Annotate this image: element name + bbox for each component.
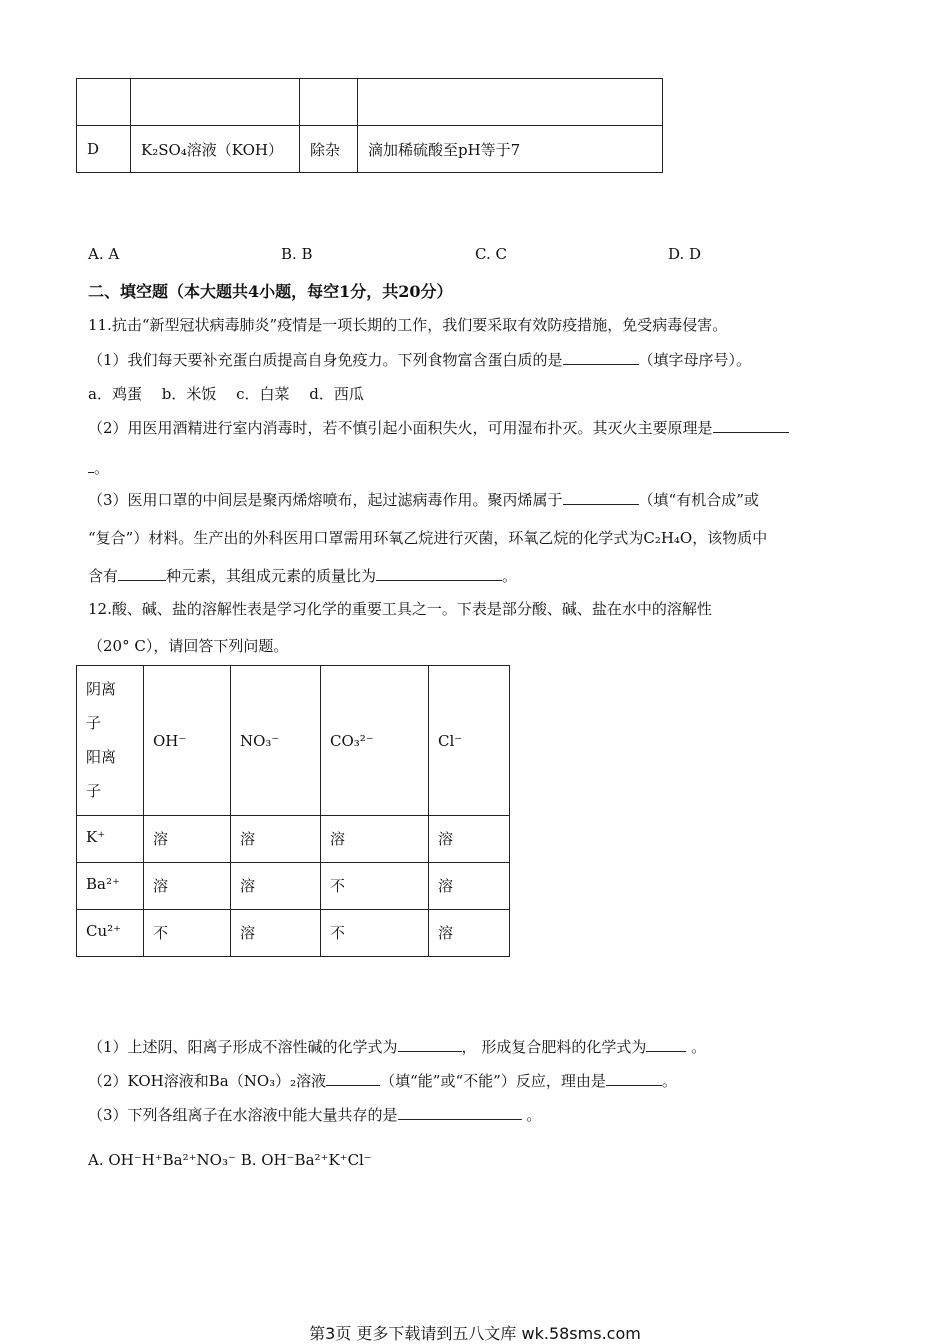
row-letter: D	[77, 126, 131, 173]
page-footer: 第3页 更多下载请到五八文库 wk.58sms.com	[309, 1324, 641, 1343]
cation-cell: K⁺	[77, 816, 144, 863]
option-d: D. D	[668, 245, 702, 263]
row-substance: K₂SO₄溶液（KOH）	[131, 126, 300, 173]
option-c: C. C	[475, 245, 507, 263]
table-cell: 溶	[429, 816, 510, 863]
top-table	[76, 78, 663, 173]
option-b: B. B	[281, 245, 313, 263]
solubility-table	[76, 665, 510, 957]
answer-blank[interactable]	[398, 1037, 462, 1052]
q12-sub1: （1）上述阴、阳离子形成不溶性碱的化学式为 ， 形成复合肥料的化学式为 。	[88, 1038, 707, 1056]
cation-cell: Ba²⁺	[77, 863, 144, 910]
table-cell: 溶	[144, 863, 231, 910]
table-cell: 溶	[429, 910, 510, 957]
anion-header: Cl⁻	[429, 666, 510, 816]
cation-cell: Cu²⁺	[77, 910, 144, 957]
q12-sub3: （3）下列各组离子在水溶液中能大量共存的是 。	[88, 1106, 542, 1124]
table-cell: 溶	[144, 816, 231, 863]
anion-header: NO₃⁻	[231, 666, 321, 816]
table-cell: 溶	[321, 816, 429, 863]
q12-options	[88, 1151, 372, 1169]
q11-part3b: “复合”）材料。生产出的外科医用口罩需用环氧乙烷进行灭菌，环氧乙烷的化学式为C₂H₄O，该物质中	[88, 529, 768, 547]
option-a: A. A	[88, 245, 120, 263]
anion-header: CO₃²⁻	[321, 666, 429, 816]
answer-blank[interactable]	[713, 418, 789, 433]
q12-option-b: B. OH⁻Ba²⁺K⁺Cl⁻	[240, 1151, 372, 1169]
q11-part3a: （3）医用口罩的中间层是聚丙烯熔喷布，起过滤病毒作用。聚丙烯属于 （填“有机合成”或	[88, 491, 759, 509]
anion-header: OH⁻	[144, 666, 231, 816]
answer-blank[interactable]	[646, 1037, 686, 1052]
table-cell: 溶	[231, 910, 321, 957]
table-cell: 不	[321, 910, 429, 957]
q11-part2: （2）用医用酒精进行室内消毒时，若不慎引起小面积失火，可用湿布扑灭。其灭火主要原理是	[88, 417, 789, 438]
table-row	[77, 910, 510, 957]
q12-sub2: （2）KOH溶液和Ba（NO₃）₂溶液 （填“能”或“不能”）反应，理由是 。	[88, 1072, 677, 1090]
section-title: 二、填空题（本大题共4小题，每空1分，共20分）	[88, 282, 453, 301]
answer-blank[interactable]	[376, 566, 502, 581]
answer-blank[interactable]	[606, 1071, 662, 1086]
q11-choices: a．鸡蛋 b．米饭 c．白菜 d．西瓜	[88, 385, 364, 403]
q11-part3c: 含有 种元素，其组成元素的质量比为 。	[88, 567, 518, 585]
table-cell: 溶	[231, 863, 321, 910]
q11-stem: 11.抗击“新型冠状病毒肺炎”疫情是一项长期的工作，我们要采取有效防疫措施，免受病毒侵害。	[88, 316, 728, 334]
row-method: 滴加稀硫酸至pH等于7	[358, 126, 663, 173]
q12-stem-line2: （20° C），请回答下列问题。	[88, 637, 289, 655]
table-cell: 溶	[429, 863, 510, 910]
q12-option-a: A. OH⁻H⁺Ba²⁺NO₃⁻	[88, 1151, 236, 1169]
answer-blank[interactable]	[398, 1105, 522, 1120]
header-corner: 阴离 子 阳离 子	[77, 666, 144, 816]
answer-blank[interactable]	[563, 350, 639, 365]
q12-stem-line1: 12.酸、碱、盐的溶解性表是学习化学的重要工具之一。下表是部分酸、碱、盐在水中的溶解性	[88, 600, 712, 618]
q11-part2-end: 。	[88, 457, 109, 478]
table-header-row	[77, 666, 510, 816]
table-row	[77, 79, 663, 126]
table-row	[77, 126, 663, 173]
row-purpose: 除杂	[300, 126, 358, 173]
answer-blank[interactable]	[326, 1071, 380, 1086]
table-row	[77, 816, 510, 863]
q11-part1: （1）我们每天要补充蛋白质提高自身免疫力。下列食物富含蛋白质的是 （填字母序号）。	[88, 351, 752, 369]
answer-blank[interactable]	[563, 490, 639, 505]
table-cell: 不	[321, 863, 429, 910]
table-cell: 溶	[231, 816, 321, 863]
table-cell: 不	[144, 910, 231, 957]
answer-blank[interactable]	[118, 566, 166, 581]
table-row	[77, 863, 510, 910]
